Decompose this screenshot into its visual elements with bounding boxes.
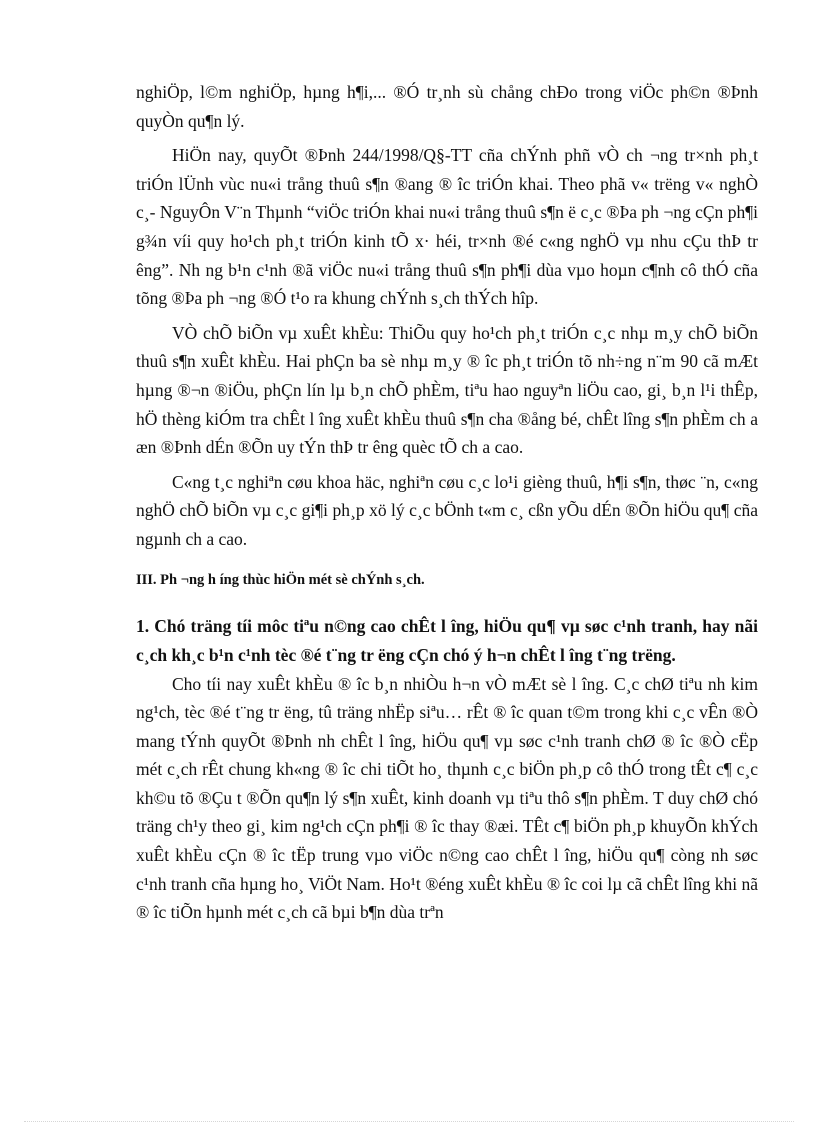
- subsection-heading-1: 1. Chó träng tíi môc tiªu n©ng cao chÊt l îng, hiÖu qu¶ vµ søc c¹nh tranh, hay nãi c¸ch kh¸c b¹n c¹nh tèc ®é t¨ng tr ëng cÇn chó ý h¬n chÊt l îng t¨ng trëng.: [136, 615, 758, 665]
- paragraph-export-quality: Cho tíi nay xuÊt khÈu ® îc b¸n nhiÒu h¬n vÒ mÆt sè l îng. C¸c chØ tiªu nh kim ng¹ch, tèc ®é t¨ng tr ëng, tû träng nhËp siªu… rÊt ® îc quan t©m trong khi c¸c vÊn ®Ò mang tÝnh quyÕt ®Þnh nh chÊt l îng, hiÖu qu¶ vµ søc c¹nh tranh chØ ® îc ®Ò cËp mét c¸ch rÊt chung kh«ng ® îc chi tiÕt ho¸ thµnh c¸c biÖn ph¸p cô thÓ trong tÊt c¶ c¸c kh©u tõ ®Çu t ®Õn qu¶n lý s¶n xuÊt, kinh doanh vµ tiªu thô s¶n phÈm. T duy chØ chó träng ch¹y theo gi¸ kim ng¹ch cÇn ph¶i ® îc thay ®æi. TÊt c¶ biÖn ph¸p khuyÕn khÝch xuÊt khÈu cÇn ® îc tËp trung vµo viÖc n©ng cao chÊt l îng, hiÖu qu¶ còng nh søc c¹nh tranh cña hµng ho¸ ViÖt Nam. Ho¹t ®éng xuÊt khÈu ® îc coi lµ cã chÊt lîng khi nã ® îc tiÕn hµnh mét c¸ch cã bµi b¶n dùa trªn: [136, 673, 758, 923]
- paragraph-processing-export: VÒ chÕ biÕn vµ xuÊt khÈu: ThiÕu quy ho¹ch ph¸t triÓn c¸c nhµ m¸y chÕ biÕn thuû s¶n xuÊt khÈu. Hai phÇn ba sè nhµ m¸y ® îc ph¸t triÓn tõ nh÷ng n¨m 90 cã mÆt hµng ®¬n ®iÖu, phÇn lín lµ b¸n chÕ phÈm, tiªu hao nguyªn liÖu cao, gi¸ b¸n l¹i thÊp, hÖ thèng kiÓm tra chÊt l îng xuÊt khÈu thuû s¶n cha ®ång bé, chÊt lîng s¶n phÈm ch a æn ®Þnh dÉn ®Õn uy tÝn thÞ tr êng quèc tÕ ch a cao.: [136, 322, 758, 458]
- document-body: [136, 78, 758, 927]
- page-bottom-divider: [24, 1121, 794, 1122]
- section-heading-iii: III. Ph ¬ng h íng thùc hiÖn mét sè chÝnh s¸ch.: [136, 571, 425, 588]
- paragraph-research: C«ng t¸c nghiªn cøu khoa häc, nghiªn cøu c¸c lo¹i gièng thuû, h¶i s¶n, thøc ¨n, c«ng nghÖ chÕ biÕn vµ c¸c gi¶i ph¸p xö lý c¸c bÖnh t«m c¸ cßn yÕu dÉn ®Õn hiÖu qu¶ cña ngµnh ch a cao.: [136, 471, 758, 549]
- paragraph-aquaculture-program: HiÖn nay, quyÕt ®Þnh 244/1998/Q§-TT cña chÝnh phñ vÒ ch ¬ng tr×nh ph¸t triÓn lÜnh vùc nu«i trång thuû s¶n ®ang ® îc triÓn khai. Theo phã v« trëng v« nghÒ c¸- NguyÔn V¨n Thµnh “viÖc triÓn khai nu«i trång thuû s¶n ë c¸c ®Þa ph ¬ng cÇn ph¶i g¾n víi quy ho¹ch ph¸t triÓn kinh tÕ x· héi, tr×nh ®é c«ng nghÖ vµ nhu cÇu thÞ tr êng”. Nh ng b¹n c¹nh ®ã viÖc nu«i trång thuû s¶n ph¶i dùa vµo hoµn c¶nh cô thÓ cña tõng ®Þa ph ¬ng ®Ó t¹o ra khung chÝnh s¸ch thÝch hîp.: [136, 145, 758, 309]
- paragraph-agriculture-continuation: nghiÖp, l©m nghiÖp, hµng h¶i,... ®Ó tr¸nh sù chång chÐo trong viÖc ph©n ®Þnh quyÒn qu¶n lý.: [136, 82, 758, 131]
